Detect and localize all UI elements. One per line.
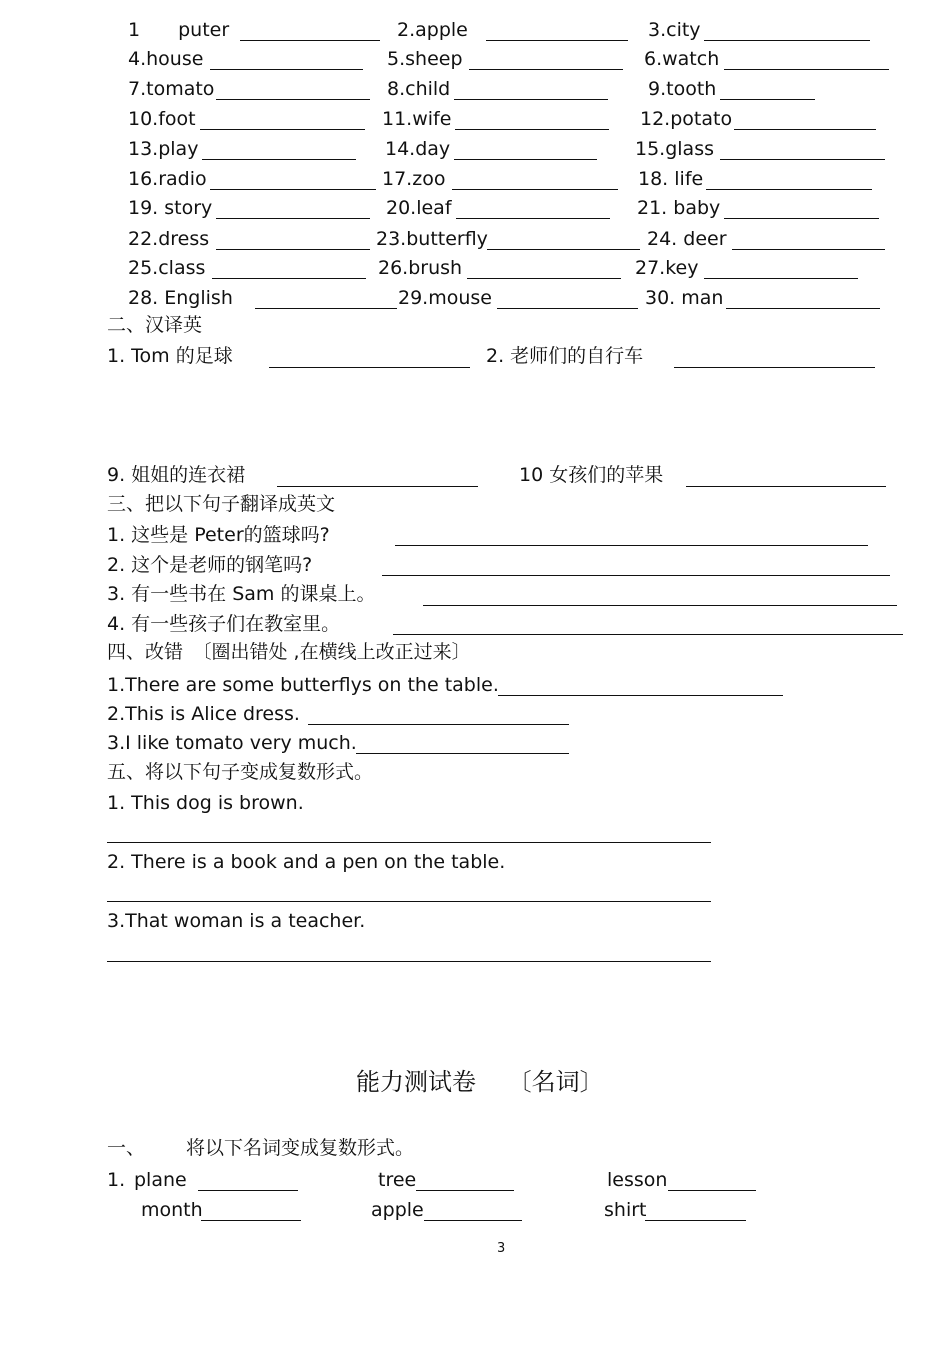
answer-blank[interactable] [416, 1190, 514, 1191]
noun-word: shirt [604, 1199, 647, 1221]
word-item: 11.wife [382, 108, 452, 130]
answer-blank[interactable] [308, 724, 569, 725]
answer-blank[interactable] [497, 308, 638, 309]
word-item: 24. deer [647, 228, 727, 250]
translation-prompt: 4. 有一些孩子们在教室里。 [107, 613, 341, 635]
answer-blank[interactable] [107, 842, 711, 843]
answer-blank[interactable] [734, 129, 876, 130]
translation-prompt: 2. 老师们的自行车 [486, 345, 644, 367]
word-item: 2.apple [397, 19, 468, 41]
word-item: 18. life [638, 168, 704, 190]
answer-blank[interactable] [424, 1220, 522, 1221]
word-item: 30. man [645, 287, 724, 309]
answer-blank[interactable] [455, 129, 609, 130]
word-item: 5.sheep [387, 48, 463, 70]
section-number: 一、 [107, 1137, 146, 1159]
answer-blank[interactable] [486, 40, 628, 41]
answer-blank[interactable] [202, 159, 356, 160]
answer-blank[interactable] [498, 695, 783, 696]
answer-blank[interactable] [269, 367, 470, 368]
answer-blank[interactable] [107, 961, 711, 962]
answer-blank[interactable] [686, 486, 886, 487]
section-heading: 四、改错 〔圈出错处 ,在横线上改正过来〕 [107, 641, 471, 663]
answer-blank[interactable] [720, 159, 885, 160]
translation-prompt: 1. Tom 的足球 [107, 345, 233, 367]
word-item: 12.potato [640, 108, 733, 130]
answer-blank[interactable] [198, 1190, 298, 1191]
section-heading: 将以下名词变成复数形式。 [186, 1137, 415, 1159]
translation-prompt: 1. 这些是 Peter的篮球吗? [107, 524, 330, 546]
answer-blank[interactable] [212, 278, 366, 279]
page-number: 3 [497, 1241, 506, 1256]
answer-blank[interactable] [732, 249, 885, 250]
section-heading: 五、将以下句子变成复数形式。 [107, 761, 374, 783]
word-item: 23.butterfly [376, 228, 488, 250]
answer-blank[interactable] [704, 40, 870, 41]
answer-blank[interactable] [240, 40, 380, 41]
word-item: 19. story [128, 197, 213, 219]
word-item: 6.watch [644, 48, 720, 70]
translation-prompt: 9. 姐姐的连衣裙 [107, 464, 246, 486]
answer-blank[interactable] [201, 1220, 301, 1221]
word-item: 13.play [128, 138, 199, 160]
answer-blank[interactable] [423, 605, 897, 606]
answer-blank[interactable] [454, 99, 608, 100]
answer-blank[interactable] [277, 486, 478, 487]
answer-blank[interactable] [210, 69, 363, 70]
word-item: 4.house [128, 48, 204, 70]
answer-blank[interactable] [467, 278, 621, 279]
answer-blank[interactable] [724, 218, 879, 219]
answer-blank[interactable] [456, 218, 610, 219]
correction-sentence: 3.I like tomato very much. [107, 732, 357, 754]
answer-blank[interactable] [356, 753, 569, 754]
answer-blank[interactable] [720, 99, 815, 100]
plural-sentence: 1. This dog is brown. [107, 792, 304, 814]
word-item: 17.zoo [382, 168, 446, 190]
word-item: 21. baby [637, 197, 721, 219]
item-number: 1. [107, 1169, 126, 1191]
answer-blank[interactable] [645, 1220, 746, 1221]
noun-word: month [141, 1199, 203, 1221]
word-item: 28. English [128, 287, 233, 309]
word-item: 8.child [387, 78, 451, 100]
section-heading: 二、汉译英 [107, 314, 203, 336]
word-item: 10.foot [128, 108, 196, 130]
answer-blank[interactable] [382, 575, 890, 576]
word-item: 3.city [648, 19, 701, 41]
word-item: 25.class [128, 257, 206, 279]
section-heading: 三、把以下句子翻译成英文 [107, 493, 336, 515]
answer-blank[interactable] [210, 189, 376, 190]
word-item: 1 puter [128, 19, 230, 41]
answer-blank[interactable] [668, 1190, 756, 1191]
word-item: 22.dress [128, 228, 210, 250]
answer-blank[interactable] [674, 367, 875, 368]
word-item: 26.brush [378, 257, 463, 279]
translation-prompt: 3. 有一些书在 Sam 的课桌上。 [107, 583, 376, 605]
word-item: 29.mouse [398, 287, 492, 309]
word-item: 15.glass [635, 138, 714, 160]
answer-blank[interactable] [469, 69, 623, 70]
plural-sentence: 2. There is a book and a pen on the table. [107, 851, 506, 873]
answer-blank[interactable] [393, 634, 903, 635]
noun-word: tree [378, 1169, 417, 1191]
correction-sentence: 1.There are some butterflys on the table. [107, 674, 499, 696]
noun-word: apple [371, 1199, 424, 1221]
answer-blank[interactable] [724, 69, 889, 70]
noun-word: lesson [607, 1169, 668, 1191]
answer-blank[interactable] [216, 218, 370, 219]
word-item: 7.tomato [128, 78, 215, 100]
answer-blank[interactable] [726, 308, 880, 309]
translation-prompt: 10 女孩们的苹果 [519, 464, 664, 486]
answer-blank[interactable] [452, 189, 618, 190]
correction-sentence: 2.This is Alice dress. [107, 703, 300, 725]
answer-blank[interactable] [704, 278, 858, 279]
answer-blank[interactable] [107, 901, 711, 902]
answer-blank[interactable] [395, 545, 868, 546]
answer-blank[interactable] [255, 308, 397, 309]
answer-blank[interactable] [216, 99, 370, 100]
answer-blank[interactable] [216, 249, 370, 250]
word-item: 27.key [635, 257, 699, 279]
answer-blank[interactable] [454, 159, 597, 160]
answer-blank[interactable] [706, 189, 872, 190]
word-item: 9.tooth [648, 78, 717, 100]
word-item: 16.radio [128, 168, 207, 190]
translation-prompt: 2. 这个是老师的钢笔吗? [107, 554, 313, 576]
page-title: 能力测试卷 〔名词〕 [356, 1068, 604, 1096]
noun-word: plane [134, 1169, 187, 1191]
answer-blank[interactable] [487, 249, 640, 250]
plural-sentence: 3.That woman is a teacher. [107, 910, 366, 932]
word-item: 14.day [385, 138, 451, 160]
answer-blank[interactable] [200, 129, 365, 130]
word-item: 20.leaf [386, 197, 452, 219]
